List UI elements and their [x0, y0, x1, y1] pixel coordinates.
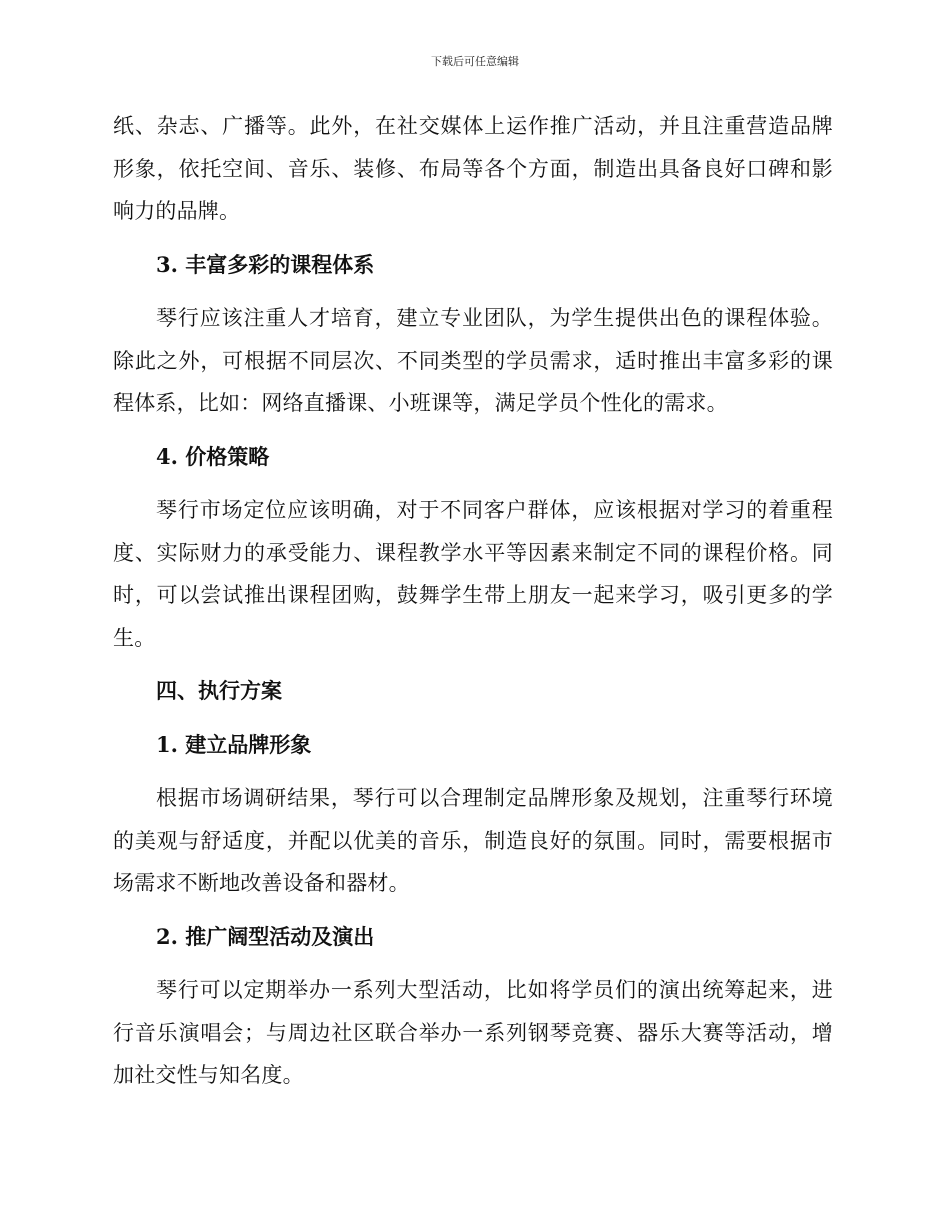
heading-course-system: 3. 丰富多彩的课程体系 — [156, 251, 375, 277]
document-body — [113, 105, 833, 1108]
page-header: 下载后可任意编辑 — [431, 55, 519, 68]
paragraph-pricing-strategy: 琴行市场定位应该明确，对于不同客户群体，应该根据对学习的着重程度、实际财力的承受能力、课程教学水平等因素来制定不同的课程价格。同时，可以尝试推出课程团购，鼓舞学生带上朋友一起来学习，吸引更多的学生。 — [113, 498, 833, 650]
paragraph-brand-promotion: 纸、杂志、广播等。此外，在社交媒体上运作推广活动，并且注重营造品牌形象，依托空间、音乐、装修、布局等各个方面，制造出具备良好口碑和影响力的品牌。 — [113, 114, 833, 223]
heading-pricing-strategy: 4. 价格策略 — [156, 443, 270, 469]
heading-build-brand-image: 1. 建立品牌形象 — [156, 731, 312, 757]
heading-execution-plan: 四、执行方案 — [156, 678, 282, 703]
paragraph-course-system: 琴行应该注重人才培育，建立专业团队，为学生提供出色的课程体验。除此之外，可根据不同层次、不同类型的学员需求，适时推出丰富多彩的课程体系，比如：网络直播课、小班课等，满足学员个性化的需求。 — [113, 306, 833, 415]
paragraph-build-brand-image: 根据市场调研结果，琴行可以合理制定品牌形象及规划，注重琴行环境的美观与舒适度，并配以优美的音乐，制造良好的氛围。同时，需要根据市场需求不断地改善设备和器材。 — [113, 786, 833, 895]
paragraph-promotion-events: 琴行可以定期举办一系列大型活动，比如将学员们的演出统筹起来，进行音乐演唱会；与周边社区联合举办一系列钢琴竞赛、器乐大赛等活动，增加社交性与知名度。 — [113, 978, 833, 1087]
heading-promotion-events: 2. 推广阔型活动及演出 — [156, 923, 375, 949]
